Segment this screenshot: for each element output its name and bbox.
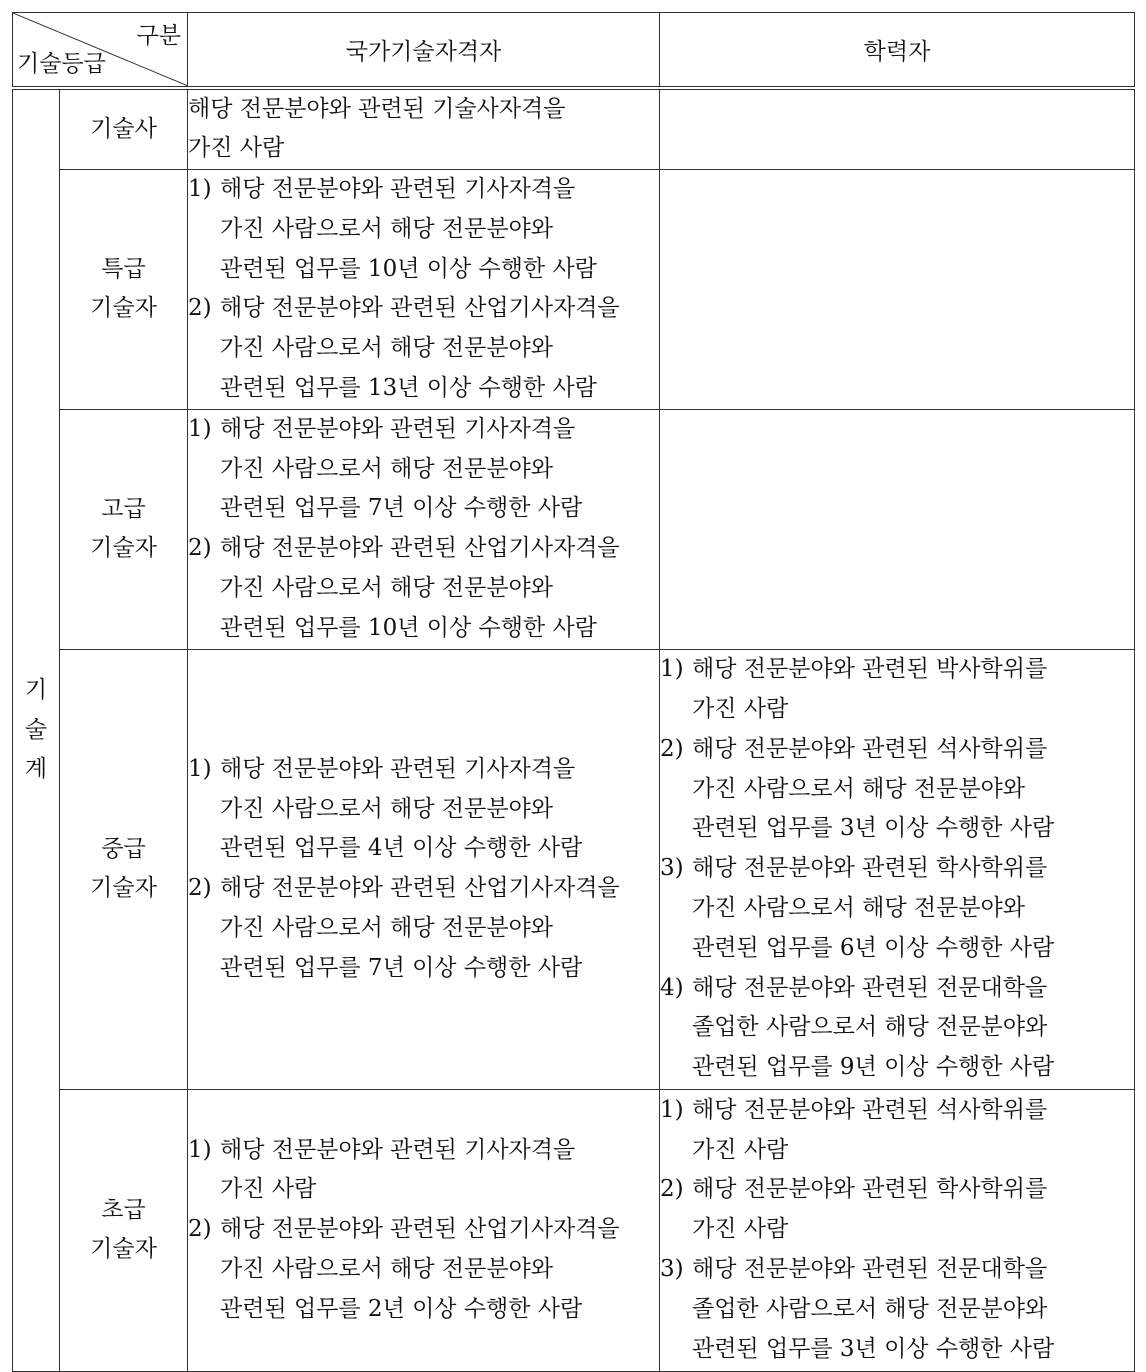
item-text-line: 해당 전문분야와 관련된 기사자격을 xyxy=(220,415,576,442)
list-item xyxy=(660,969,1134,1088)
item-text xyxy=(220,289,659,408)
list-item xyxy=(660,730,1134,849)
academic-qualification-cell xyxy=(660,1089,1135,1371)
item-text-line: 해당 전문분야와 관련된 기사자격을 xyxy=(220,176,576,203)
item-number: 1) xyxy=(188,1136,212,1163)
item-text-line: 관련된 업무를 4년 이상 수행한 사람 xyxy=(220,835,583,862)
grade-label: 중급 xyxy=(101,836,146,863)
item-text-line: 졸업한 사람으로서 해당 전문분야와 xyxy=(692,1295,1048,1322)
item-text-line: 가진 사람 xyxy=(692,1136,789,1163)
item-number: 4) xyxy=(660,974,684,1001)
item-text-line: 해당 전문분야와 관련된 학사학위를 xyxy=(692,1176,1048,1203)
item-text-line: 가진 사람으로서 해당 전문분야와 xyxy=(692,775,1025,802)
item-text xyxy=(220,1131,659,1211)
item-text xyxy=(692,969,1134,1088)
item-text xyxy=(692,1250,1134,1369)
list-item xyxy=(660,1170,1134,1250)
item-number: 1) xyxy=(188,176,212,203)
grade-cell xyxy=(60,409,188,649)
item-text-line: 관련된 업무를 13년 이상 수행한 사람 xyxy=(220,375,597,402)
table-row xyxy=(13,649,1135,1089)
national-qualification-cell xyxy=(188,170,660,410)
list-item xyxy=(188,1131,659,1211)
item-text xyxy=(220,170,659,289)
grade-label: 기술자 xyxy=(90,875,157,902)
grade-label: 기술자 xyxy=(90,1236,157,1263)
table-body xyxy=(13,88,1135,1372)
grade-cell xyxy=(60,649,188,1089)
group-label-char: 계 xyxy=(24,755,48,782)
item-text-line: 해당 전문분야와 관련된 전문대학을 xyxy=(692,1256,1048,1283)
item-text-line: 해당 전문분야와 관련된 산업기사자격을 xyxy=(220,875,620,902)
item-text-line: 가진 사람 xyxy=(692,1216,789,1243)
item-number: 2) xyxy=(188,875,212,902)
item-text-line: 관련된 업무를 3년 이상 수행한 사람 xyxy=(692,815,1055,842)
list-item xyxy=(188,1210,659,1329)
item-text xyxy=(220,869,659,988)
grade-criteria-table xyxy=(12,12,1135,1372)
item-text xyxy=(220,410,659,529)
item-text-line: 가진 사람으로서 해당 전문분야와 xyxy=(220,575,553,602)
item-text-line: 관련된 업무를 10년 이상 수행한 사람 xyxy=(220,614,597,641)
item-text-line: 가진 사람으로서 해당 전문분야와 xyxy=(220,914,553,941)
item-text-line: 해당 전문분야와 관련된 산업기사자격을 xyxy=(220,295,620,322)
item-text-line: 가진 사람으로서 해당 전문분야와 xyxy=(220,335,553,362)
list-item xyxy=(660,1091,1134,1171)
grade-label: 초급 xyxy=(101,1197,146,1224)
item-text-line: 해당 전문분야와 관련된 산업기사자격을 xyxy=(220,1216,620,1243)
list-item xyxy=(188,869,659,988)
list-item xyxy=(660,650,1134,730)
academic-qualification-cell xyxy=(660,88,1135,170)
item-text-line: 관련된 업무를 7년 이상 수행한 사람 xyxy=(220,954,583,981)
table-row xyxy=(13,170,1135,410)
item-number: 3) xyxy=(660,855,684,882)
item-number: 1) xyxy=(188,415,212,442)
item-text-line: 가진 사람 xyxy=(220,1176,317,1203)
item-number: 2) xyxy=(188,535,212,562)
group-label-char: 기 xyxy=(24,677,48,704)
group-label-cell xyxy=(13,88,60,1372)
item-text-line: 해당 전문분야와 관련된 전문대학을 xyxy=(692,974,1048,1001)
diagonal-top-label: 구분 xyxy=(136,23,181,49)
list-item xyxy=(660,849,1134,968)
grade-label: 기술자 xyxy=(90,295,157,322)
item-text-line: 해당 전문분야와 관련된 기술사자격을 xyxy=(188,95,566,122)
item-number: 2) xyxy=(188,295,212,322)
list-item xyxy=(188,750,659,869)
grade-label: 특급 xyxy=(101,256,146,283)
grade-cell xyxy=(60,1089,188,1371)
item-text-line: 해당 전문분야와 관련된 산업기사자격을 xyxy=(220,535,620,562)
item-text-line: 관련된 업무를 2년 이상 수행한 사람 xyxy=(220,1295,583,1322)
item-text-line: 관련된 업무를 3년 이상 수행한 사람 xyxy=(692,1335,1055,1362)
item-number: 3) xyxy=(660,1256,684,1283)
diagonal-header-cell xyxy=(13,13,188,88)
grade-label: 기술사 xyxy=(90,115,157,142)
item-text-line: 가진 사람으로서 해당 전문분야와 xyxy=(220,215,553,242)
item-text xyxy=(692,650,1134,730)
list-item xyxy=(188,289,659,408)
academic-qualification-cell xyxy=(660,649,1135,1089)
national-qualification-cell xyxy=(188,1089,660,1371)
table-row xyxy=(13,88,1135,170)
table-row xyxy=(13,1089,1135,1371)
item-text-line: 해당 전문분야와 관련된 석사학위를 xyxy=(692,735,1048,762)
item-text xyxy=(692,730,1134,849)
national-qualification-cell xyxy=(188,649,660,1089)
item-number: 2) xyxy=(188,1216,212,1243)
item-text-line: 관련된 업무를 6년 이상 수행한 사람 xyxy=(692,934,1055,961)
list-item xyxy=(660,1250,1134,1369)
item-text-line: 졸업한 사람으로서 해당 전문분야와 xyxy=(692,1014,1048,1041)
item-text xyxy=(188,90,659,170)
item-text xyxy=(692,1091,1134,1171)
table-row xyxy=(13,409,1135,649)
list-item xyxy=(188,170,659,289)
national-qualification-cell xyxy=(188,88,660,170)
list-item xyxy=(188,90,659,170)
item-text-line: 해당 전문분야와 관련된 기사자격을 xyxy=(220,1136,576,1163)
item-text-line: 해당 전문분야와 관련된 박사학위를 xyxy=(692,656,1048,683)
item-text-line: 해당 전문분야와 관련된 기사자격을 xyxy=(220,755,576,782)
item-text-line: 관련된 업무를 9년 이상 수행한 사람 xyxy=(692,1054,1055,1081)
grade-cell xyxy=(60,170,188,410)
header-row xyxy=(13,13,1135,88)
academic-qualification-cell xyxy=(660,170,1135,410)
item-text xyxy=(220,1210,659,1329)
item-number: 1) xyxy=(188,755,212,782)
item-text-line: 가진 사람 xyxy=(188,135,285,162)
list-item xyxy=(188,410,659,529)
item-text-line: 가진 사람으로서 해당 전문분야와 xyxy=(220,455,553,482)
column-header-academic: 학력자 xyxy=(660,13,1135,88)
national-qualification-cell xyxy=(188,409,660,649)
list-item xyxy=(188,529,659,648)
item-text xyxy=(692,849,1134,968)
item-text-line: 가진 사람으로서 해당 전문분야와 xyxy=(220,1256,553,1283)
item-text xyxy=(692,1170,1134,1250)
item-text-line: 해당 전문분야와 관련된 석사학위를 xyxy=(692,1096,1048,1123)
grade-label: 기술자 xyxy=(90,535,157,562)
group-label-char: 술 xyxy=(24,716,48,743)
column-header-national: 국가기술자격자 xyxy=(188,13,660,88)
grade-cell xyxy=(60,88,188,170)
diagonal-bottom-label: 기술등급 xyxy=(17,50,106,77)
grade-label: 고급 xyxy=(101,496,146,523)
item-number: 1) xyxy=(660,656,684,683)
item-text-line: 관련된 업무를 10년 이상 수행한 사람 xyxy=(220,255,597,282)
item-number: 2) xyxy=(660,1176,684,1203)
academic-qualification-cell xyxy=(660,409,1135,649)
item-text xyxy=(220,750,659,869)
item-text xyxy=(220,529,659,648)
item-text-line: 관련된 업무를 7년 이상 수행한 사람 xyxy=(220,495,583,522)
item-number: 2) xyxy=(660,735,684,762)
item-text-line: 가진 사람 xyxy=(692,696,789,723)
item-number: 1) xyxy=(660,1096,684,1123)
item-text-line: 가진 사람으로서 해당 전문분야와 xyxy=(220,795,553,822)
item-text-line: 해당 전문분야와 관련된 학사학위를 xyxy=(692,855,1048,882)
item-text-line: 가진 사람으로서 해당 전문분야와 xyxy=(692,895,1025,922)
